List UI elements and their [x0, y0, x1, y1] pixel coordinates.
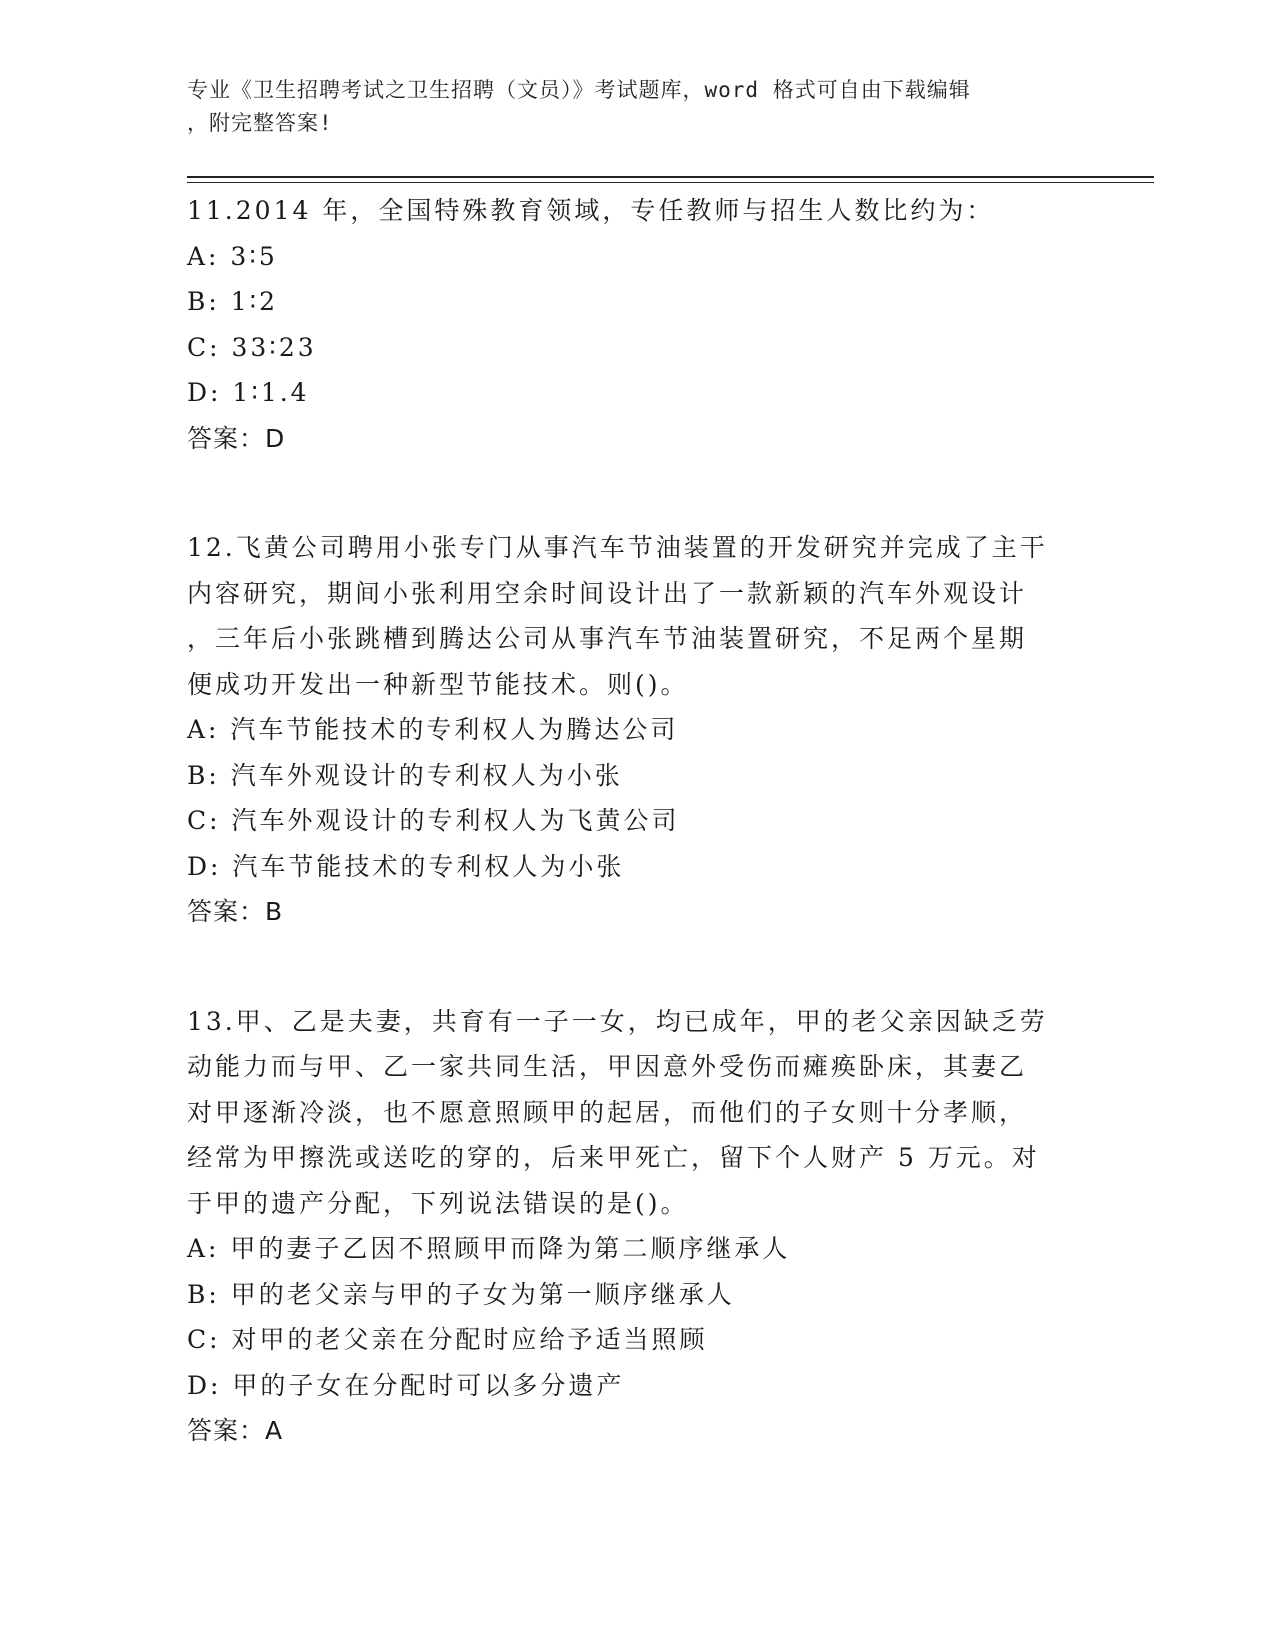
- question-stem-line: 经常为甲擦洗或送吃的穿的，后来甲死亡，留下个人财产 5 万元。对: [187, 1143, 1040, 1172]
- option-c: C: 33∶23: [187, 332, 317, 362]
- question-13: [187, 999, 1087, 1454]
- question-stem-line: ，三年后小张跳槽到腾达公司从事汽车节油装置研究，不足两个星期: [187, 624, 1028, 653]
- option-d: D: 汽车节能技术的专利权人为小张: [187, 851, 625, 881]
- question-12: [187, 525, 1087, 935]
- question-stem: 11.2014 年，全国特殊教育领域，专任教师与招生人数比约为：: [187, 196, 995, 225]
- question-stem-line: 内容研究，期间小张利用空余时间设计出了一款新颖的汽车外观设计: [187, 578, 1028, 608]
- question-stem-line: 对甲逐渐冷淡，也不愿意照顾甲的起居，而他们的子女则十分孝顺，: [187, 1097, 1028, 1127]
- option-c: C: 对甲的老父亲在分配时应给予适当照顾: [187, 1325, 708, 1354]
- question-stem-line: 便成功开发出一种新型节能技术。则()。: [187, 669, 689, 699]
- header-line-1: 专业《卫生招聘考试之卫生招聘（文员）》考试题库，word 格式可自由下载编辑: [187, 78, 971, 102]
- option-a: A: 3∶5: [187, 241, 278, 271]
- question-stem-line: 12.飞黄公司聘用小张专门从事汽车节油装置的开发研究并完成了主干: [187, 533, 1048, 562]
- question-stem-line: 13.甲、乙是夫妻，共育有一子一女，均已成年，甲的老父亲因缺乏劳: [187, 1006, 1048, 1036]
- option-d: D: 甲的子女在分配时可以多分遗产: [187, 1370, 625, 1400]
- question-11: [187, 188, 1087, 461]
- question-stem-line: 于甲的遗产分配，下列说法错误的是()。: [187, 1188, 689, 1218]
- option-a: A: 汽车节能技术的专利权人为腾达公司: [187, 715, 679, 744]
- header-line-2: ，附完整答案!: [187, 111, 333, 135]
- document-header: [187, 74, 1067, 140]
- question-spacer: [187, 935, 1087, 999]
- option-d: D: 1∶1.4: [187, 378, 310, 407]
- option-b: B: 1∶2: [187, 287, 279, 316]
- option-b: B: 汽车外观设计的专利权人为小张: [187, 760, 623, 790]
- answer-line: 答案：D: [187, 423, 286, 453]
- option-b: B: 甲的老父亲与甲的子女为第一顺序继承人: [187, 1279, 735, 1309]
- option-a: A: 甲的妻子乙因不照顾甲而降为第二顺序继承人: [187, 1234, 791, 1263]
- answer-line: 答案：B: [187, 897, 284, 926]
- answer-line: 答案：A: [187, 1416, 284, 1445]
- header-divider-thin: [187, 182, 1154, 183]
- option-c: C: 汽车外观设计的专利权人为飞黄公司: [187, 806, 680, 835]
- question-stem-line: 动能力而与甲、乙一家共同生活，甲因意外受伤而瘫痪卧床，其妻乙: [187, 1052, 1028, 1081]
- header-divider-thick: [187, 176, 1154, 178]
- question-list: [187, 188, 1087, 1454]
- question-spacer: [187, 461, 1087, 525]
